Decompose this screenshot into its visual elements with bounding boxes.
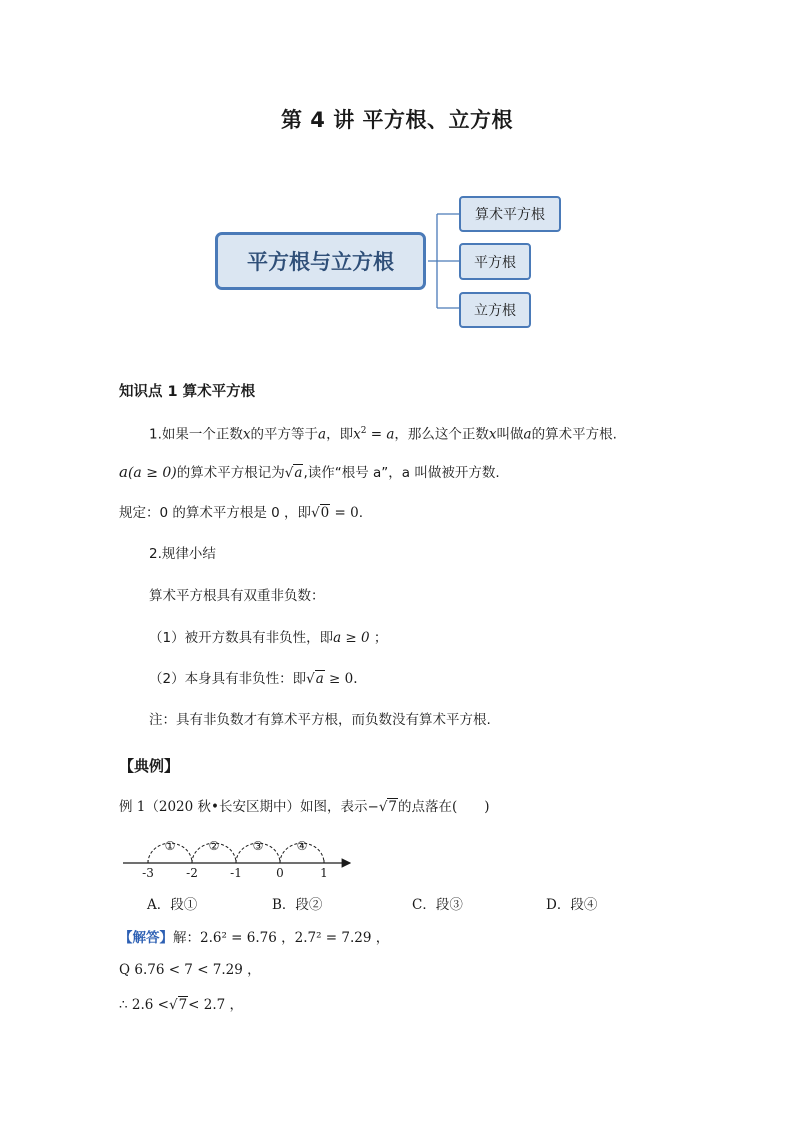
number-line-segment-label: ④ [296,839,308,854]
summary-item-2: （2）本身具有非负性：即√a ≥ 0. [149,671,358,687]
summary-intro: 算术平方根具有双重非负数： [149,588,325,604]
mindmap-branch-square-root: 平方根 [459,243,531,280]
answer-line-2: Q 6.76 < 7 < 7.29 ， [119,962,261,978]
answer-line-1: 【解答】解：2.6² = 6.76 ，2.7² = 7.29 ， [119,930,390,946]
summary-item-1: （1）被开方数具有非负性，即a ≥ 0 ； [149,630,388,646]
number-line-tick-label: 0 [276,866,284,880]
answer-line-3: ∴ 2.6 <√7< 2.7 ， [119,997,244,1013]
mindmap-branch-arithmetic-root: 算术平方根 [459,196,561,232]
number-line-tick-label: -3 [142,866,154,880]
number-line-segment-label: ③ [252,839,264,854]
mindmap-branch-cube-root: 立方根 [459,292,531,328]
example-question: 例 1（2020 秋•长安区期中）如图，表示−√7的点落在( ) [119,799,490,815]
number-line-segment-label: ② [208,839,220,854]
notation-paragraph: a(a ≥ 0)的算术平方根记为√a,读作“根号 a”，a 叫做被开方数. [119,463,500,481]
number-line-segment-label: ① [164,839,176,854]
number-line-tick-label: 1 [320,866,328,880]
example-tag: 【典例】 [119,757,180,775]
option-b[interactable]: B．段② [272,897,323,913]
page-title: 第 4 讲 平方根、立方根 [280,108,514,132]
mindmap-connectors [0,0,794,400]
section-heading: 知识点 1 算术平方根 [119,384,256,400]
summary-heading: 2.规律小结 [149,546,216,562]
number-line-tick-label: -1 [230,866,242,880]
number-line-figure [118,828,363,883]
definition-paragraph: 1.如果一个正数x的平方等于a，即$x^2 = a$，那么这个正数x叫做a的算术平方根. [149,426,617,443]
note-paragraph: 注：具有非负数才有算术平方根，而负数没有算术平方根. [149,712,491,728]
option-d[interactable]: D．段④ [546,897,598,913]
mindmap-center-node: 平方根与立方根 [215,232,426,290]
option-c[interactable]: C．段③ [412,897,463,913]
rule-paragraph: 规定：0 的算术平方根是 0 ，即√0 = 0. [119,505,364,521]
option-a[interactable]: A．段① [147,897,198,913]
number-line-tick-label: -2 [186,866,198,880]
